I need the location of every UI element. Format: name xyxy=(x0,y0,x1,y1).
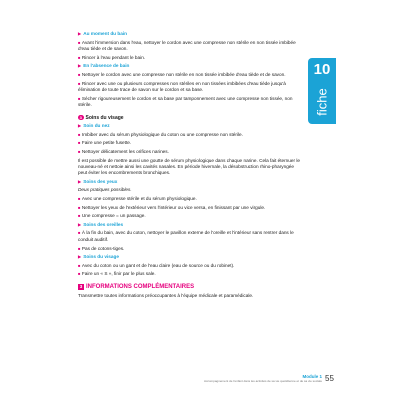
block-text: Nettoyer les yeux de l'extérieur vers l'intérieur ou vice versa, en finissant par une virgule. xyxy=(81,204,266,210)
square-bullet-icon: ■ xyxy=(78,245,81,251)
square-bullet-icon: ■ xyxy=(78,149,81,155)
block-text: INFORMATIONS COMPLÉMENTAIRES xyxy=(86,283,195,290)
block-text: Nettoyer le cordon avec une compresse non stérile en non tissée imbibée d'eau tiède et de savon. xyxy=(81,71,286,77)
footer-module: Module 1 xyxy=(302,374,322,379)
block-text: Une compresse = un passage. xyxy=(81,213,146,219)
subheading xyxy=(78,63,300,69)
block-text: Soins des yeux xyxy=(83,178,118,184)
block-text: Faire une petite fusette. xyxy=(81,140,132,146)
block-text: Soin du nez xyxy=(83,123,110,129)
subheading xyxy=(78,31,300,37)
block-text: Avec une compresse stérile et du sérum physiologique. xyxy=(81,195,197,201)
bullet-item xyxy=(78,40,300,53)
block-text: Transmettre toutes informations préoccupantes à l'équipe médicale et paramédicale. xyxy=(78,292,254,298)
block-text: Faire un « S », finir par le plus sale. xyxy=(81,271,156,277)
paragraph xyxy=(78,293,300,299)
complementary-heading xyxy=(78,284,300,291)
bullet-item xyxy=(78,96,300,109)
block-text: Rincer à l'eau pendant le bain. xyxy=(81,54,146,60)
bullet-item xyxy=(78,213,300,219)
block-text: Imbiber avec du sérum physiologique du coton ou une compresse non stérile. xyxy=(81,131,243,137)
block-text: À la fin du bain, avec du coton, nettoyer le pavillon externe de l'oreille et l'intérieur sans rentrer dans le conduit auditif. xyxy=(78,230,294,242)
block-text: Soins du visage xyxy=(83,253,119,259)
square-bullet-icon: ■ xyxy=(78,195,81,201)
footer-subtitle: Accompagnement de l'enfant dans les activités de sa vie quotidienne et de sa vie sociale xyxy=(204,379,322,383)
square-bullet-icon: ■ xyxy=(78,39,81,45)
italic-note xyxy=(78,187,300,193)
square-bullet-icon: ■ xyxy=(78,213,81,219)
square-bullet-icon: ■ xyxy=(78,140,81,146)
section-number-badge: 3 xyxy=(79,114,82,120)
section-heading xyxy=(78,115,300,121)
square-bullet-icon: ■ xyxy=(78,95,81,101)
block-text: Au moment du bain xyxy=(83,31,127,36)
triangle-bullet-icon: ▶ xyxy=(78,123,82,129)
subheading xyxy=(78,254,300,260)
square-bullet-icon: ■ xyxy=(78,54,81,60)
square-bullet-icon: ■ xyxy=(78,230,81,236)
block-text: Avec du coton ou un gant et de l'eau claire (eau de source ou du robinet). xyxy=(81,262,235,268)
bullet-item xyxy=(78,149,300,155)
fiche-tab xyxy=(308,58,336,124)
page-footer xyxy=(120,374,322,383)
square-bullet-icon: ■ xyxy=(78,204,81,210)
block-text: Deux pratiques possibles. xyxy=(78,187,132,193)
block-text: Soins des oreilles xyxy=(83,221,124,227)
triangle-bullet-icon: ▶ xyxy=(78,63,82,69)
block-text: Rincer avec une ou plusieurs compresses non stériles en non tissées imbibées d'eau tiède jusqu'à élimination de toute trace de savon sur le cordon et sa base. xyxy=(78,80,286,93)
fiche-label: fiche xyxy=(314,88,330,116)
bullet-item xyxy=(78,271,300,277)
subheading xyxy=(78,179,300,185)
page-content xyxy=(78,29,300,299)
triangle-bullet-icon: ▶ xyxy=(78,178,82,184)
bullet-item xyxy=(78,72,300,78)
bullet-item xyxy=(78,205,300,211)
bullet-item xyxy=(78,246,300,252)
fiche-number: 10 xyxy=(313,61,331,78)
block-text: En l'absence de bain xyxy=(83,63,130,69)
square-bullet-icon: ■ xyxy=(78,271,81,277)
section-number-box: 3 xyxy=(79,283,83,289)
bullet-item xyxy=(78,81,300,94)
bullet-item xyxy=(78,230,300,243)
block-text: Pas de cotons-tiges. xyxy=(81,245,125,251)
bullet-item xyxy=(78,55,300,61)
paragraph xyxy=(78,158,300,177)
bullet-item xyxy=(78,263,300,269)
square-bullet-icon: ■ xyxy=(78,71,81,77)
square-bullet-icon: ■ xyxy=(78,262,81,268)
block-text: Nettoyer délicatement les orifices narines. xyxy=(81,149,169,155)
square-bullet-icon: ■ xyxy=(78,131,81,137)
block-text: Soins du visage xyxy=(85,114,124,121)
block-text: Il est possible de mettre aussi une goutte de sérum physiologique dans chaque narine. Cela fait éternuer le nouveau-né et nettoie ainsi les cavités nasales. En période hivernale, la désobstruction rhino-pharyngée peut éviter les encombrements bronchiques. xyxy=(78,157,301,176)
subheading xyxy=(78,123,300,129)
page-number: 55 xyxy=(325,374,334,383)
block-text: Avant l'immersion dans l'eau, nettoyer le cordon avec une compresse non stérile en non tissée imbibée d'eau tiède et de savon. xyxy=(78,39,296,52)
triangle-bullet-icon: ▶ xyxy=(78,221,82,227)
triangle-bullet-icon: ▶ xyxy=(78,31,82,36)
square-bullet-icon: ■ xyxy=(78,80,81,86)
bullet-item xyxy=(78,132,300,138)
bullet-item xyxy=(78,196,300,202)
triangle-bullet-icon: ▶ xyxy=(78,253,82,259)
block-text: Sécher rigoureusement le cordon et sa base par tamponnement avec une compresse non tissée, non stérile. xyxy=(78,95,293,108)
bullet-item xyxy=(78,140,300,146)
subheading xyxy=(78,222,300,228)
